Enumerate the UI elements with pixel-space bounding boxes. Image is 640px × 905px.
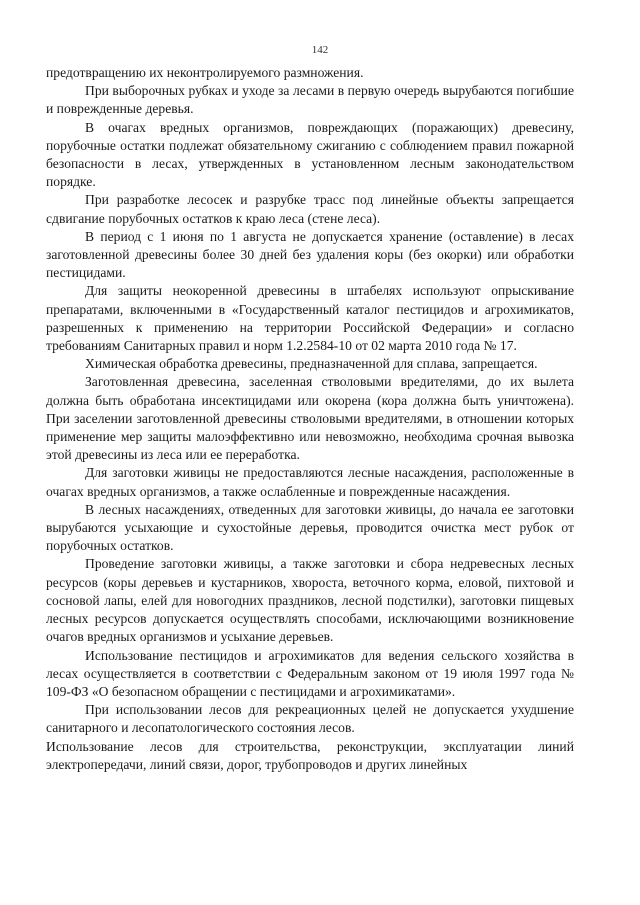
paragraph-resin-restriction: Для заготовки живицы не предоставляются лесные насаждения, расположенные в очагах вредных организмов, а также ослабленные и поврежденные насаждения. (46, 465, 574, 499)
paragraph-pest-foci: В очагах вредных организмов, повреждающих (поражающих) древесину, порубочные остатки подлежат обязательному сжиганию с соблюдением правил пожарной безопасности в лесах, утвержденных в установленном лесным законодательством порядке. (46, 119, 574, 190)
paragraph-non-wood-resources: Проведение заготовки живицы, а также заготовки и сбора недревесных лесных ресурсов (коры деревьев и кустарников, хвороста, веточного корма, еловой, пихтовой и сосновой лапы, елей для новогодних праздников, лесной подстилки), заготовки пищевых лесных ресурсов допускается осуществлять способами, исключающими возникновение очагов вредных организмов и усыхание деревьев. (46, 556, 574, 645)
paragraph-storage-period: В период с 1 июня по 1 августа не допускается хранение (оставление) в лесах заготовленной древесины более 30 дней без удаления коры (без окорки) или обработки пестицидами. (46, 228, 574, 281)
paragraph-spraying: Для защиты неокоренной древесины в штабелях используют опрыскивание препаратами, включенными в «Государственный каталог пестицидов и агрохимикатов, разрешенных к применению на территории Российской Федерации» и согласно требованиям Санитарных правил и норм 1.2.2584-10 от 02 марта 2010 года № 17. (46, 283, 574, 354)
paragraph-selective-cutting: При выборочных рубках и уходе за лесами в первую очередь вырубаются погибшие и поврежденные деревья. (46, 83, 574, 117)
paragraph-resin-stands: В лесных насаждениях, отведенных для заготовки живицы, до начала ее заготовки вырубаются усыхающие и сухостойные деревья, проводится очистка мест рубок от порубочных остатков. (46, 501, 574, 554)
page-number: 142 (311, 44, 329, 56)
document-body (46, 64, 574, 774)
paragraph-cutting-areas: При разработке лесосек и разрубке трасс под линейные объекты запрещается сдвигание порубочных остатков к краю леса (стене леса). (46, 192, 574, 226)
paragraph-continuation: предотвращению их неконтролируемого размножения. (46, 65, 364, 80)
paragraph-linear-objects: Использование лесов для строительства, реконструкции, эксплуатации линий электропередачи, линий связи, дорог, трубопроводов и других линейных (46, 738, 574, 772)
paragraph-infested-wood: Заготовленная древесина, заселенная стволовыми вредителями, до их вылета должна быть обработана инсектицидами или окорена (кора должна быть уничтожена). При заселении заготовленной древесины стволовыми вредителями, в отношении которых применение мер защиты малоэффективно или невозможно, необходима срочная вывозка этой древесины из леса или ее переработка. (46, 374, 574, 463)
paragraph-recreation: При использовании лесов для рекреационных целей не допускается ухудшение санитарного и лесопатологического состояния лесов. (46, 702, 574, 736)
paragraph-chemical-treatment: Химическая обработка древесины, предназначенной для сплава, запрещается. (85, 356, 538, 372)
paragraph-pesticides-law: Использование пестицидов и агрохимикатов для ведения сельского хозяйства в лесах осуществляется в соответствии с Федеральным законом от 19 июля 1997 года № 109-ФЗ «О безопасном обращении с пестицидами и агрохимикатами». (46, 647, 574, 699)
